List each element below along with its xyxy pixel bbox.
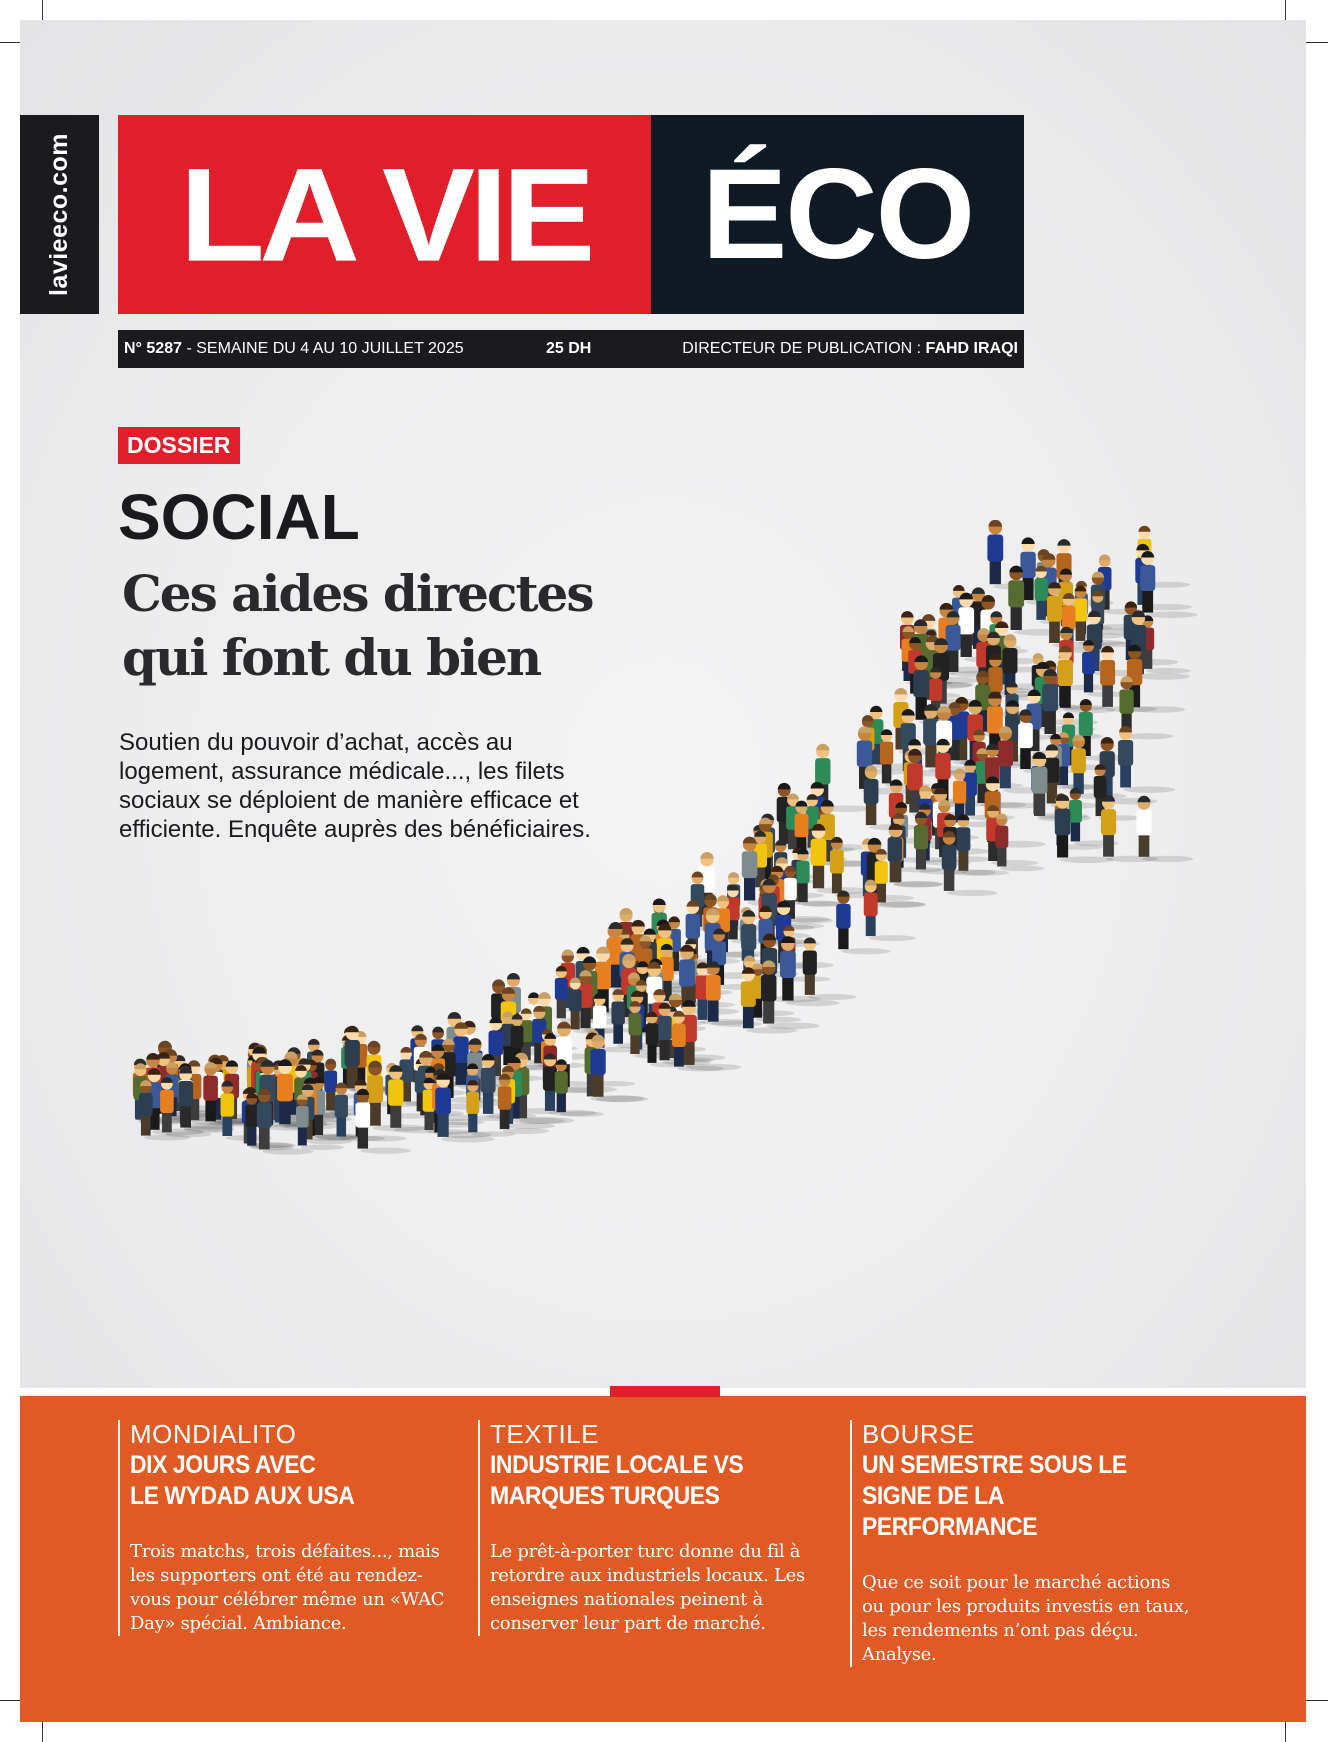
teaser-body: Que ce soit pour le marché actions ou pour les produits investis en taux, les rendements n’ont pas déçu. Analyse.	[862, 1572, 1190, 1665]
issue-price: 25 DH	[546, 340, 592, 357]
website-url: lavieeco.com	[45, 132, 73, 297]
teaser-title-line: INDUSTRIE LOCALE VS	[490, 1451, 744, 1479]
feature-headline: SOCIAL	[118, 481, 360, 553]
teaser-title-line: DIX JOURS AVEC	[130, 1451, 316, 1479]
teaser-mondialito[interactable]	[118, 1420, 460, 1636]
teaser-title-line: MARQUES TURQUES	[490, 1482, 720, 1510]
director-info	[682, 340, 1018, 358]
issue-info-bar	[118, 330, 1024, 368]
crowd-person	[864, 880, 916, 941]
feature-subhead-line: Ces aides directes	[122, 564, 593, 623]
feature-lede: Soutien du pouvoir d’achat, accès au logement, assurance médicale..., les filets sociaux se déploient de manière efficace et efficiente. Enquête auprès des bénéficiaires.	[119, 729, 591, 843]
teaser-body: Le prêt-à-porter turc donne du fil à retordre aux industriels locaux. Les enseignes nationales peinent à conserver leur part de marché.	[490, 1541, 805, 1634]
masthead-title-right: ÉCO	[701, 142, 974, 286]
website-vertical-label	[20, 115, 99, 314]
crowd-person	[986, 805, 1038, 866]
issue-number: N° 5287	[124, 340, 182, 357]
director-label: DIRECTEUR DE PUBLICATION :	[682, 340, 922, 357]
crowd-person	[1137, 796, 1194, 862]
issue-date: - SEMAINE DU 4 AU 10 JUILLET 2025	[186, 340, 464, 357]
crowd-arrow-illustration	[130, 520, 1310, 1350]
teaser-title	[862, 1450, 1166, 1543]
masthead-left-block	[118, 115, 651, 314]
teaser-bourse[interactable]	[850, 1420, 1192, 1667]
teaser-title-line: SIGNE DE LA PERFORMANCE	[862, 1482, 1038, 1541]
teaser-title-line: LE WYDAD AUX USA	[130, 1482, 355, 1510]
teaser-kicker: BOURSE	[862, 1419, 975, 1449]
masthead-title-left: LA VIE	[179, 139, 590, 289]
crowd-person	[1141, 615, 1191, 673]
teaser-body: Trois matchs, trois défaites..., mais les supporters ont été au rendez-vous pour célébrer même un «WAC Day» spécial. Ambiance.	[130, 1541, 445, 1634]
teaser-kicker: TEXTILE	[490, 1419, 599, 1449]
issue-info	[124, 340, 464, 358]
dossier-tag: DOSSIER	[118, 427, 240, 464]
masthead-right-block	[651, 115, 1024, 314]
director-name: FAHD IRAQI	[925, 340, 1018, 357]
band-accent-tab	[610, 1386, 720, 1397]
feature-subhead-line: qui font du bien	[122, 628, 541, 687]
teaser-title	[130, 1450, 434, 1512]
teaser-title-line: UN SEMESTRE SOUS LE	[862, 1451, 1127, 1479]
teaser-textile[interactable]	[478, 1420, 820, 1636]
teaser-title	[490, 1450, 794, 1512]
teaser-kicker: MONDIALITO	[130, 1419, 297, 1449]
